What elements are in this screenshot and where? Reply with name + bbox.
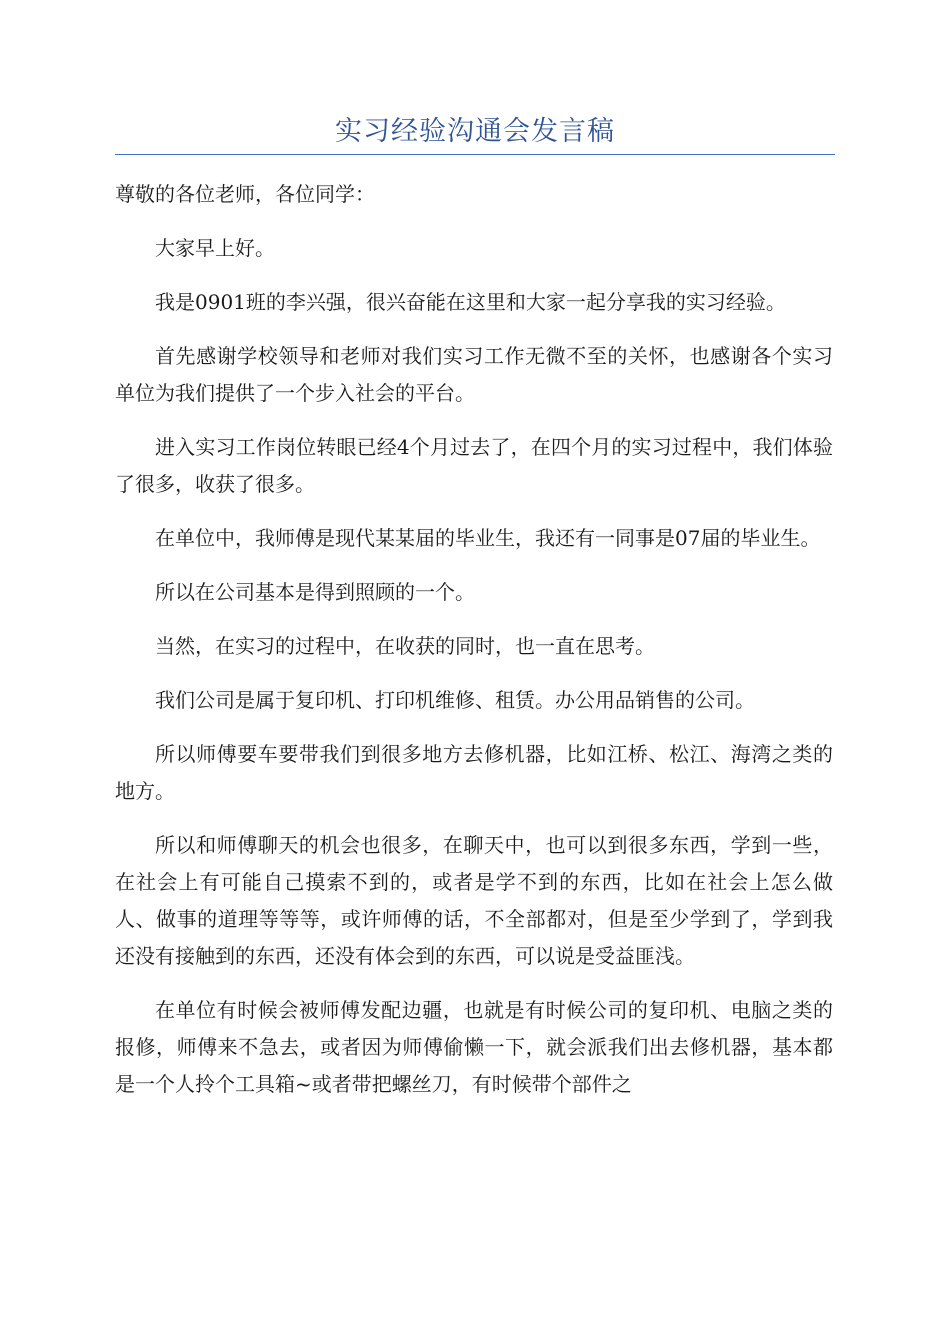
paragraph: 在单位有时候会被师傅发配边疆，也就是有时候公司的复印机、电脑之类的报修，师傅来不急去，或者因为师傅偷懒一下，就会派我们出去修机器，基本都是一个人拎个工具箱~或者带把螺丝刀，有时候带个部件之: [115, 998, 833, 1096]
title-underline: [115, 154, 835, 155]
paragraph: 所以在公司基本是得到照顾的一个。: [155, 580, 475, 604]
paragraph: 我是0901班的李兴强，很兴奋能在这里和大家一起分享我的实习经验。: [155, 290, 786, 314]
paragraph: 首先感谢学校领导和老师对我们实习工作无微不至的关怀，也感谢各个实习单位为我们提供了一个步入社会的平台。: [115, 344, 833, 405]
paragraph: 所以师傅要车要带我们到很多地方去修机器，比如江桥、松江、海湾之类的地方。: [115, 742, 833, 803]
paragraph: 我们公司是属于复印机、打印机维修、租赁。办公用品销售的公司。: [155, 688, 755, 712]
document-body: [115, 176, 833, 1120]
paragraph: 当然，在实习的过程中，在收获的同时，也一直在思考。: [155, 634, 655, 658]
salutation: 尊敬的各位老师，各位同学：: [115, 182, 375, 206]
paragraph: 在单位中，我师傅是现代某某届的毕业生，我还有一同事是07届的毕业生。: [155, 526, 821, 550]
paragraph: 大家早上好。: [155, 236, 275, 260]
document-title: 实习经验沟通会发言稿: [335, 116, 615, 147]
paragraph: 所以和师傅聊天的机会也很多，在聊天中，也可以到很多东西，学到一些，在社会上有可能自己摸索不到的，或者是学不到的东西，比如在社会上怎么做人、做事的道理等等等，或许师傅的话，不全部都对，但是至少学到了，学到我还没有接触到的东西，还没有体会到的东西，可以说是受益匪浅。: [115, 833, 833, 968]
paragraph: 进入实习工作岗位转眼已经4个月过去了，在四个月的实习过程中，我们体验了很多，收获了很多。: [115, 435, 833, 496]
